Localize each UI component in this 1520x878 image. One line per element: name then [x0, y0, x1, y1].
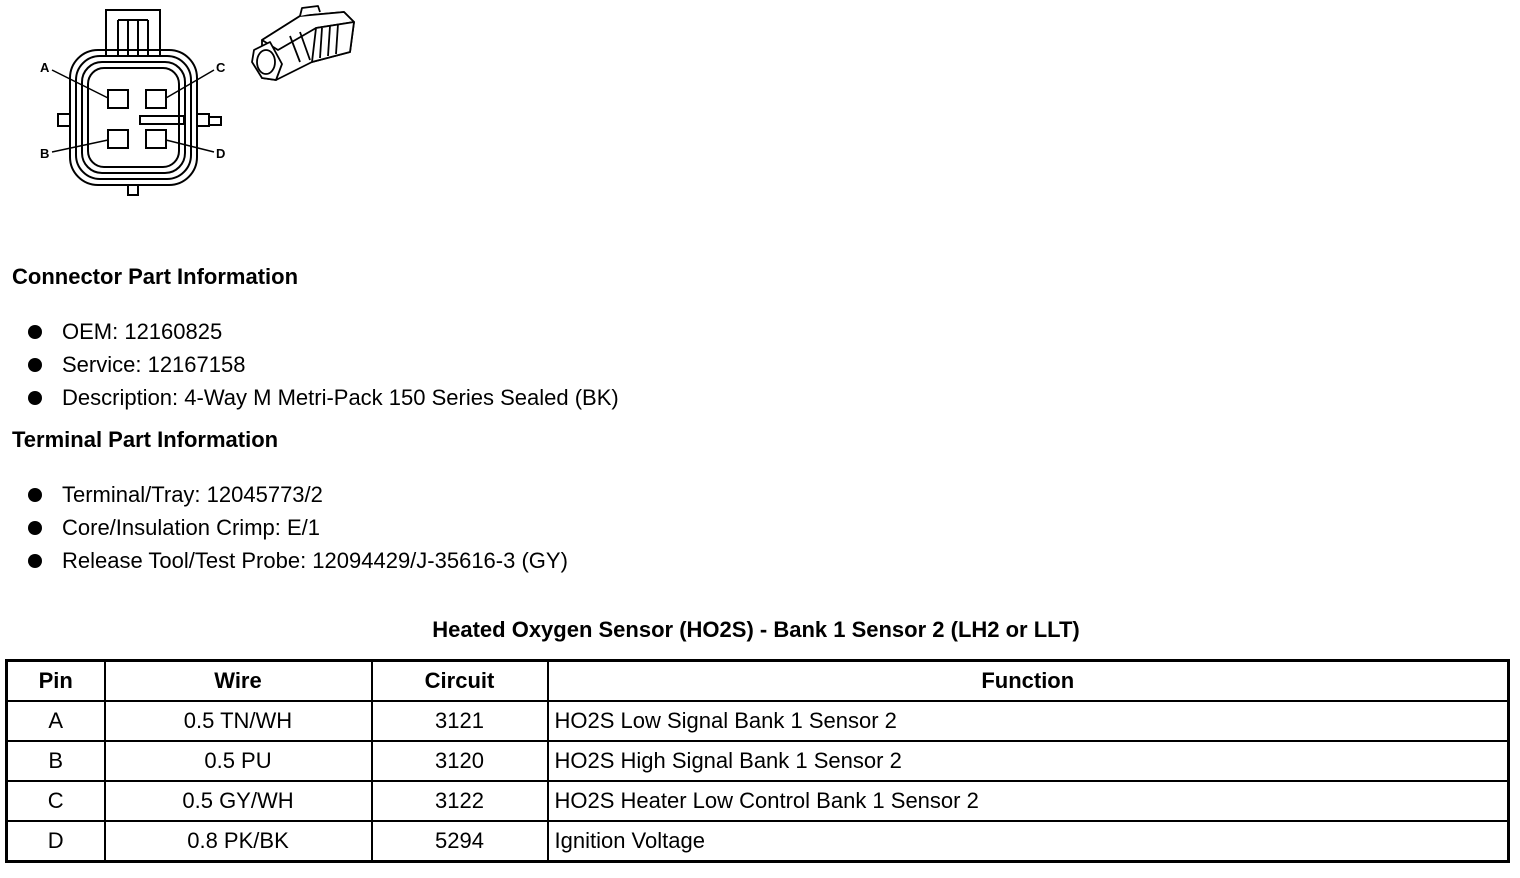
- cell-wire: 0.5 TN/WH: [105, 701, 372, 741]
- bullet-icon: [28, 358, 42, 372]
- cell-function: HO2S Heater Low Control Bank 1 Sensor 2: [548, 781, 1509, 821]
- cell-pin: D: [7, 821, 105, 862]
- connector-diagram: [0, 0, 380, 210]
- connector-oem: OEM: 12160825: [62, 319, 223, 344]
- column-header-circuit: Circuit: [372, 661, 548, 702]
- list-item: [26, 381, 619, 414]
- cell-circuit: 3122: [372, 781, 548, 821]
- pin-table: [5, 659, 1510, 863]
- cell-circuit: 3120: [372, 741, 548, 781]
- terminal-tray: Terminal/Tray: 12045773/2: [62, 482, 323, 507]
- connector-description: Description: 4-Way M Metri-Pack 150 Series Sealed (BK): [62, 385, 619, 410]
- table-row: [7, 741, 1509, 781]
- bullet-icon: [28, 554, 42, 568]
- column-header-wire: Wire: [105, 661, 372, 702]
- table-header-row: [7, 661, 1509, 702]
- bullet-icon: [28, 488, 42, 502]
- bullet-icon: [28, 521, 42, 535]
- cell-function: HO2S High Signal Bank 1 Sensor 2: [548, 741, 1509, 781]
- table-row: [7, 821, 1509, 862]
- list-item: [26, 315, 619, 348]
- pin-label-d: D: [216, 146, 226, 161]
- cell-pin: C: [7, 781, 105, 821]
- pin-label-c: C: [216, 60, 226, 75]
- list-item: [26, 348, 619, 381]
- pin-label-a: A: [40, 60, 50, 75]
- bullet-icon: [28, 325, 42, 339]
- cell-pin: A: [7, 701, 105, 741]
- cavity-d: [146, 130, 166, 148]
- pin-label-b: B: [40, 146, 50, 161]
- column-header-function: Function: [548, 661, 1509, 702]
- cell-wire: 0.5 PU: [105, 741, 372, 781]
- bullet-icon: [28, 391, 42, 405]
- table-row: [7, 781, 1509, 821]
- cavity-a: [108, 90, 128, 108]
- list-item: [26, 478, 568, 511]
- connector-part-info-heading: Connector Part Information: [12, 264, 299, 289]
- connector-face-view: [58, 10, 221, 195]
- cell-circuit: 3121: [372, 701, 548, 741]
- column-header-pin: Pin: [7, 661, 105, 702]
- list-item: [26, 544, 568, 577]
- terminal-crimp: Core/Insulation Crimp: E/1: [62, 515, 320, 540]
- connector-service: Service: 12167158: [62, 352, 246, 377]
- cell-function: Ignition Voltage: [548, 821, 1509, 862]
- cell-wire: 0.5 GY/WH: [105, 781, 372, 821]
- cavity-b: [108, 130, 128, 148]
- connector-3d-view: [252, 6, 354, 80]
- terminal-release-tool: Release Tool/Test Probe: 12094429/J-35616-3 (GY): [62, 548, 568, 573]
- cavity-c: [146, 90, 166, 108]
- cell-function: HO2S Low Signal Bank 1 Sensor 2: [548, 701, 1509, 741]
- table-row: [7, 701, 1509, 741]
- pin-table-title: Heated Oxygen Sensor (HO2S) - Bank 1 Sensor 2 (LH2 or LLT): [432, 617, 1080, 642]
- terminal-part-info-heading: Terminal Part Information: [12, 427, 279, 452]
- cell-wire: 0.8 PK/BK: [105, 821, 372, 862]
- terminal-part-info-list: [26, 478, 568, 577]
- connector-part-info-list: [26, 315, 619, 414]
- list-item: [26, 511, 568, 544]
- pin-cavities: [108, 90, 166, 148]
- cell-pin: B: [7, 741, 105, 781]
- cell-circuit: 5294: [372, 821, 548, 862]
